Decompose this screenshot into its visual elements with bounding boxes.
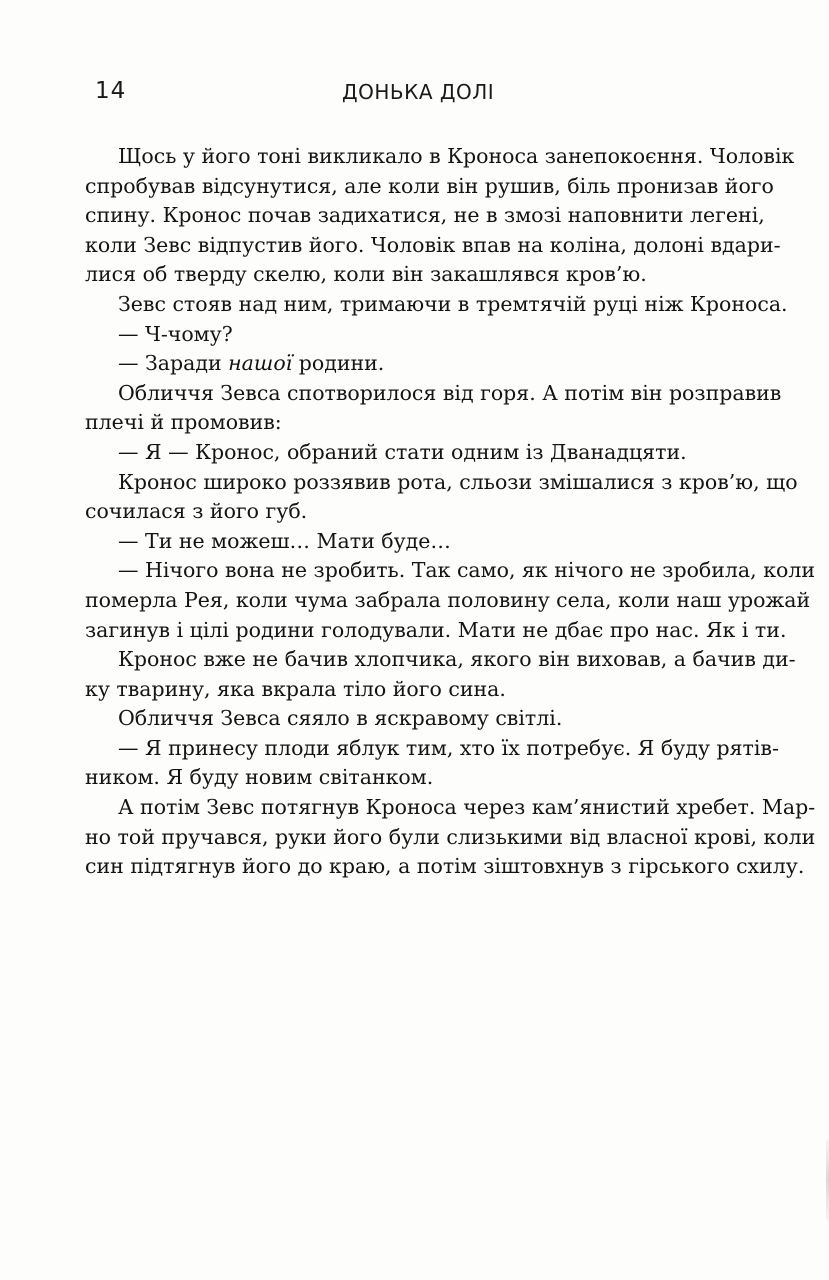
text-line: сочилася з його губ. — [85, 499, 308, 524]
text-line: Кронос вже не бачив хлопчика, якого він виховав, а бачив ди- — [118, 647, 796, 672]
text-line: син підтягнув його до краю, а потім зіштовхнув з гірського схилу. — [85, 854, 805, 879]
italic-word: нашої — [228, 351, 293, 376]
text-line: но той пручався, руки його були слизькими від власної крові, коли — [85, 824, 816, 849]
dialogue-line: — Я принесу плоди яблук тим, хто їх потребує. Я буду рятів- — [118, 735, 779, 760]
text-line: А потім Зевс потягнув Кроноса через кам’янистий хребет. Мар- — [118, 795, 816, 820]
text-run: родини. — [292, 351, 385, 376]
text-line: ником. Я буду новим світанком. — [85, 765, 434, 790]
text-line: плечі й промовив: — [85, 410, 282, 435]
text-line: загинув і цілі родини голодували. Мати не дбає про нас. Як і ти. — [85, 617, 787, 642]
text-line: Обличчя Зевса спотворилося від горя. А потім він розправив — [118, 380, 782, 405]
dialogue-line: — Я — Кронос, обраний стати одним із Дванадцяти. — [118, 439, 687, 464]
text-line: Зевс стояв над ним, тримаючи в тремтячій руці ніж Кроноса. — [118, 291, 788, 316]
dialogue-line: — Ч-чому? — [118, 321, 233, 346]
running-title: ДОНЬКА ДОЛІ — [342, 80, 495, 104]
page-number: 14 — [95, 78, 127, 104]
text-run: — Заради — [118, 351, 229, 376]
text-line: померла Рея, коли чума забрала половину села, коли наш урожай — [85, 587, 811, 612]
text-line: ку тварину, яка вкрала тіло його сина. — [85, 676, 506, 701]
text-line: коли Зевс відпустив його. Чоловік впав на коліна, долоні вдари- — [85, 232, 781, 257]
text-line: Щось у його тоні викликало в Кроноса занепокоєння. Чоловік — [118, 144, 795, 168]
text-line: лися об тверду скелю, коли він закашлявся кров’ю. — [85, 262, 647, 287]
dialogue-line: — Нічого вона не зробить. Так само, як нічого не зробила, коли — [118, 558, 816, 583]
body-text — [85, 142, 816, 882]
text-line: Кронос широко роззявив рота, сльози змішалися з кров’ю, що — [118, 469, 798, 494]
dialogue-line: — Ти не можеш… Мати буде… — [118, 528, 451, 553]
text-line: спину. Кронос почав задихатися, не в змозі наповнити легені, — [85, 203, 765, 228]
dialogue-line — [85, 349, 755, 379]
text-line: Обличчя Зевса сяяло в яскравому світлі. — [118, 706, 563, 731]
running-header — [95, 78, 755, 112]
text-line: спробував відсунутися, але коли він рушив, біль пронизав його — [85, 173, 774, 198]
